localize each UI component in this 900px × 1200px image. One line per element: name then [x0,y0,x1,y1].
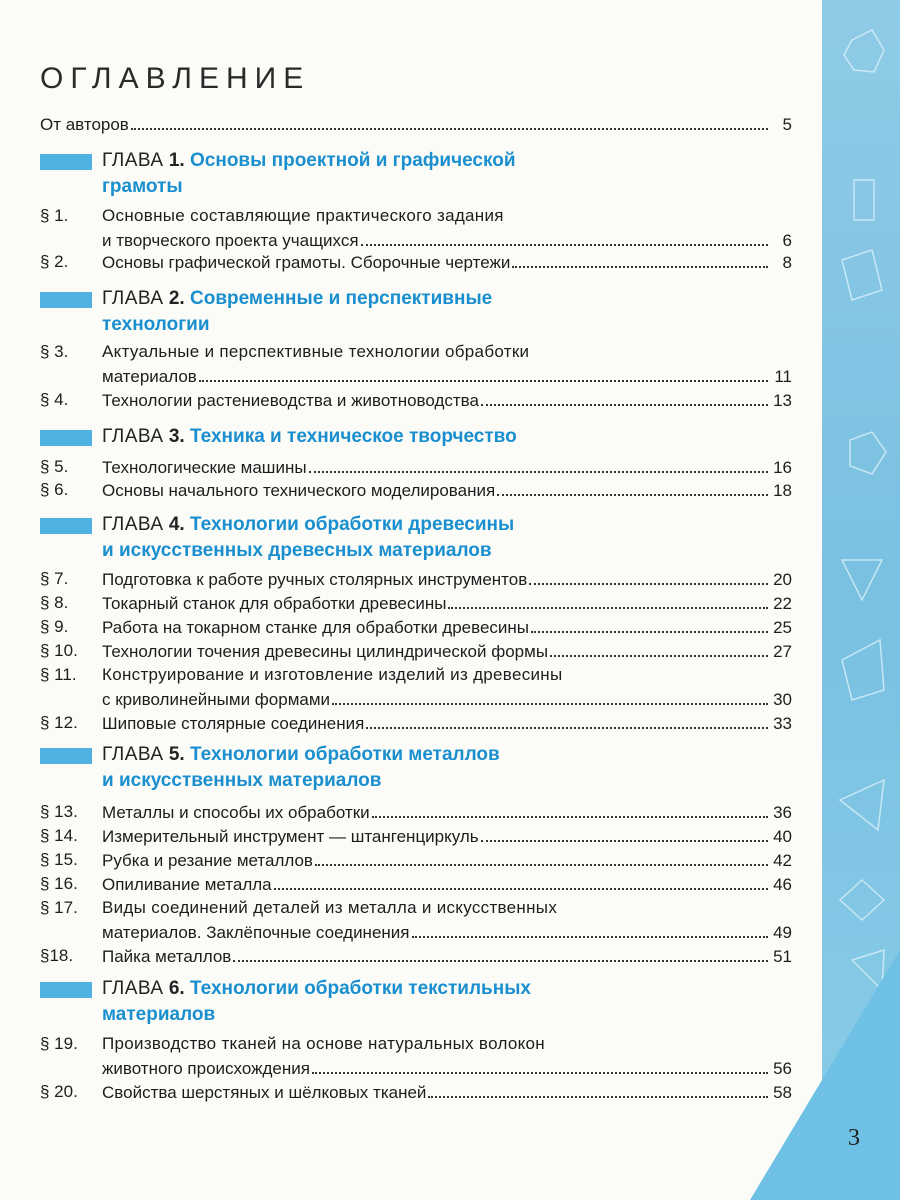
chapter-head [102,742,500,768]
chapter-head [102,976,531,1002]
section-number: § 13. [40,802,78,821]
chapter-title-continued: грамоты [102,176,183,197]
entry-page: 36 [773,803,792,822]
chapter-marker [40,430,92,446]
toc-heading: ОГЛАВЛЕНИЕ [40,62,311,95]
section-number: § 11. [40,665,77,684]
entry-page: 20 [773,570,792,589]
toc-entry-line[interactable] [40,920,792,944]
section-number: § 1. [40,206,69,225]
section-number: § 7. [40,569,69,588]
entry-label: и творческого проекта учащихся [102,229,359,252]
section-number: § 10. [40,641,78,660]
chapter-word: ГЛАВА [102,150,164,171]
toc-entry[interactable] [40,388,792,412]
leader-dots [497,478,768,496]
section-number: § 19. [40,1034,78,1053]
chapter-marker [40,748,92,764]
section-number: § 20. [40,1082,78,1101]
toc-entry-line[interactable] [40,340,792,364]
toc-entry-line[interactable] [40,204,792,228]
toc-entry[interactable] [40,711,792,735]
leader-dots [332,687,768,705]
entry-label: Пайка металлов [102,945,231,968]
chapter-heading[interactable] [40,148,760,202]
entry-page: 16 [773,458,792,477]
chapter-title-continued: технологии [102,314,210,335]
toc-entry[interactable] [40,455,792,479]
entry-label: Технологии точения древесины цилиндрической формы [102,640,548,663]
page-number: 3 [848,1125,860,1151]
chapter-title: Технологии обработки текстильных [190,978,531,999]
leader-dots [481,388,768,406]
chapter-number: 3. [168,426,185,447]
entry-page: 56 [773,1059,792,1078]
chapter-head [102,148,516,174]
section-number: § 15. [40,850,78,869]
chapter-heading[interactable] [40,742,760,796]
toc-entry[interactable] [40,944,792,968]
leader-dots [481,824,768,842]
toc-entry[interactable] [40,1080,792,1104]
entry-label: материалов [102,365,197,388]
entry-label: Шиповые столярные соединения [102,712,364,735]
leader-dots [233,944,768,962]
entry-label: Измерительный инструмент — штангенциркуль [102,825,479,848]
leader-dots [512,250,768,268]
entry-label: Основы начального технического моделирования [102,479,495,502]
entry-page: 5 [782,115,792,134]
leader-dots [372,800,768,818]
section-number: § 2. [40,252,69,271]
chapter-title-continued: и искусственных материалов [102,770,382,791]
entry-page: 6 [782,231,792,250]
toc-entry[interactable] [40,639,792,663]
section-number: § 4. [40,390,69,409]
entry-page: 11 [774,367,792,386]
section-number: § 12. [40,713,78,732]
leader-dots [309,455,768,473]
section-number: § 16. [40,874,78,893]
chapter-head [102,512,514,538]
toc-entry-line[interactable] [40,364,792,388]
toc-entry[interactable] [40,824,792,848]
chapter-number: 1. [168,150,185,171]
entry-page: 49 [773,923,792,942]
entry-label: Основные составляющие практического задания [102,206,504,225]
section-number: § 17. [40,898,78,917]
chapter-marker [40,154,92,170]
section-number: § 9. [40,617,69,636]
entry-page: 33 [773,714,792,733]
leader-dots [361,228,768,246]
toc-entry[interactable] [40,615,792,639]
chapter-title: Технологии обработки металлов [190,744,500,765]
entry-page: 8 [782,253,792,272]
section-number: § 8. [40,593,69,612]
toc-entry-line[interactable] [40,1032,792,1056]
chapter-word: ГЛАВА [102,288,164,309]
toc-entry[interactable] [40,567,792,591]
section-number: § 6. [40,480,69,499]
entry-label: Свойства шерстяных и шёлковых тканей [102,1081,426,1104]
entry-label: От авторов [40,113,129,136]
leader-dots [550,639,768,657]
leader-dots [366,711,768,729]
entry-page: 13 [773,391,792,410]
entry-label: Технологические машины [102,456,307,479]
entry-page: 40 [773,827,792,846]
chapter-heading[interactable] [40,512,760,566]
chapter-title: Техника и техническое творчество [190,426,517,447]
chapter-head [102,424,517,450]
toc-entry-authors[interactable] [40,112,792,136]
leader-dots [274,872,768,890]
toc-entry[interactable] [40,250,792,274]
leader-dots [199,364,768,382]
toc-entry[interactable] [40,478,792,502]
leader-dots [412,920,769,938]
entry-label: Металлы и способы их обработки [102,801,370,824]
entry-label: Опиливание металла [102,873,272,896]
leader-dots [448,591,768,609]
entry-label: с криволинейными формами [102,688,330,711]
chapter-marker [40,292,92,308]
leader-dots [131,112,768,130]
entry-label: Токарный станок для обработки древесины [102,592,446,615]
chapter-number: 6. [168,978,185,999]
chapter-marker [40,982,92,998]
toc-entry-line[interactable] [40,228,792,252]
chapter-title-continued: материалов [102,1004,216,1025]
chapter-word: ГЛАВА [102,978,164,999]
toc-entry[interactable] [40,591,792,615]
entry-label: Технологии растениеводства и животноводства [102,389,479,412]
chapter-title-continued: и искусственных древесных материалов [102,540,492,561]
entry-label: Основы графической грамоты. Сборочные чертежи [102,251,510,274]
toc-entry[interactable] [40,872,792,896]
section-number: §18. [40,946,74,965]
leader-dots [529,567,768,585]
chapter-number: 5. [168,744,185,765]
section-number: § 14. [40,826,78,845]
chapter-word: ГЛАВА [102,744,164,765]
entry-label: Конструирование и изготовление изделий из древесины [102,665,563,684]
leader-dots [531,615,768,633]
leader-dots [428,1080,768,1098]
entry-page: 58 [773,1083,792,1102]
chapter-word: ГЛАВА [102,426,164,447]
leader-dots [315,848,768,866]
chapter-head [102,286,492,312]
entry-page: 18 [773,481,792,500]
entry-label: Производство тканей на основе натуральных волокон [102,1034,545,1053]
toc-entry-line[interactable] [40,687,792,711]
toc-entry[interactable] [40,848,792,872]
toc-entry-line[interactable] [40,663,792,687]
entry-page: 42 [773,851,792,870]
toc-entry-line[interactable] [40,1056,792,1080]
entry-label: Работа на токарном станке для обработки древесины [102,616,529,639]
toc-entry[interactable] [40,800,792,824]
entry-page: 22 [773,594,792,613]
chapter-word: ГЛАВА [102,514,164,535]
entry-label: Виды соединений деталей из металла и искусственных [102,898,558,917]
leader-dots [312,1056,768,1074]
entry-page: 30 [773,690,792,709]
entry-label: Рубка и резание металлов [102,849,313,872]
chapter-title: Современные и перспективные [190,288,493,309]
entry-label: Актуальные и перспективные технологии обработки [102,342,530,361]
entry-label: материалов. Заклёпочные соединения [102,921,410,944]
section-number: § 3. [40,342,69,361]
chapter-number: 2. [168,288,185,309]
chapter-heading[interactable] [40,286,760,340]
entry-page: 46 [773,875,792,894]
entry-label: животного происхождения [102,1057,310,1080]
chapter-marker [40,518,92,534]
section-number: § 5. [40,457,69,476]
entry-label: Подготовка к работе ручных столярных инструментов [102,568,527,591]
chapter-heading[interactable] [40,976,760,1030]
chapter-title: Технологии обработки древесины [190,514,515,535]
toc-entry-line[interactable] [40,896,792,920]
entry-page: 51 [773,947,792,966]
entry-page: 27 [773,642,792,661]
chapter-number: 4. [168,514,185,535]
chapter-title: Основы проектной и графической [190,150,516,171]
entry-page: 25 [773,618,792,637]
